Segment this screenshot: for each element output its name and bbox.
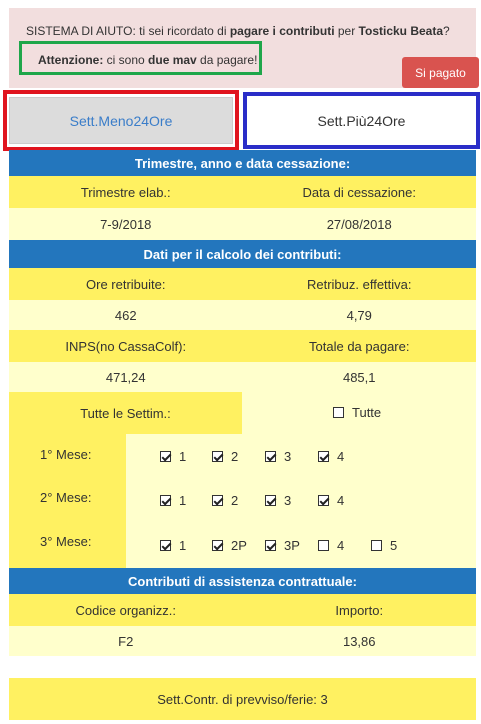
- week-label: 1: [179, 493, 187, 508]
- week-label: 1: [179, 449, 187, 464]
- week-m3-5[interactable]: [371, 538, 397, 553]
- paid-hours-value: 462: [114, 307, 137, 323]
- tab-less-24h[interactable]: [3, 90, 239, 151]
- week-m2-3[interactable]: [265, 493, 291, 508]
- section-assistance-header: Contributi di assistenza contrattuale:: [9, 568, 476, 594]
- week-checkbox[interactable]: [212, 540, 223, 551]
- week-label: 2P: [231, 538, 247, 553]
- cessation-date-value: 27/08/2018: [326, 216, 392, 232]
- quarter-value: 7-9/2018: [100, 216, 152, 232]
- tab-more-24h-label[interactable]: Sett.Più24Ore: [249, 100, 474, 141]
- week-checkbox[interactable]: [318, 495, 329, 506]
- assistance-values-row: [9, 626, 476, 656]
- week-label: 4: [337, 538, 345, 553]
- notice-weeks-row: [9, 678, 476, 720]
- inps-values-row: [9, 362, 476, 392]
- week-label: 4: [337, 493, 345, 508]
- quarter-label: Trimestre elab.:: [80, 184, 171, 200]
- week-checkbox[interactable]: [318, 451, 329, 462]
- week-m2-2[interactable]: [212, 493, 238, 508]
- week-label: 3P: [284, 538, 300, 553]
- week-label: 1: [179, 538, 187, 553]
- week-m1-3[interactable]: [265, 449, 291, 464]
- week-checkbox[interactable]: [371, 540, 382, 551]
- org-code-value: F2: [118, 633, 134, 649]
- week-checkbox[interactable]: [318, 540, 329, 551]
- warning-box: [19, 41, 262, 75]
- hours-values-row: [9, 300, 476, 330]
- week-checkbox[interactable]: [160, 451, 171, 462]
- week-checkbox[interactable]: [265, 540, 276, 551]
- month-1-label: 1° Mese:: [40, 447, 92, 462]
- notice-weeks-text: Sett.Contr. di prevviso/ferie: 3: [157, 691, 328, 707]
- select-all-label: Tutte: [352, 405, 382, 420]
- alert-message: SISTEMA DI AIUTO: ti sei ricordato di pagare i contributi per Tosticku Beata?: [26, 24, 450, 38]
- week-m1-4[interactable]: [318, 449, 344, 464]
- cessation-date-label: Data di cessazione:: [302, 184, 416, 200]
- quarter-labels-row: [9, 176, 476, 208]
- hours-labels-row: [9, 268, 476, 300]
- amount-value: 13,86: [342, 633, 376, 649]
- week-m1-1[interactable]: [160, 449, 186, 464]
- week-label: 5: [390, 538, 398, 553]
- week-m2-4[interactable]: [318, 493, 344, 508]
- week-m2-1[interactable]: [160, 493, 186, 508]
- week-m3-3[interactable]: [265, 538, 300, 553]
- select-all-weeks[interactable]: [333, 405, 381, 420]
- week-m3-4[interactable]: [318, 538, 344, 553]
- section-calc-header: Dati per il calcolo dei contributi:: [9, 240, 476, 268]
- week-label: 4: [337, 449, 345, 464]
- amount-label: Importo:: [335, 602, 384, 618]
- month-2-label: 2° Mese:: [40, 490, 92, 505]
- paid-button[interactable]: Si pagato: [402, 57, 479, 88]
- week-m3-2[interactable]: [212, 538, 247, 553]
- warning-message: Attenzione: ci sono due mav da pagare!: [38, 53, 258, 67]
- week-checkbox[interactable]: [265, 451, 276, 462]
- select-all-checkbox[interactable]: [333, 407, 344, 418]
- week-checkbox[interactable]: [265, 495, 276, 506]
- week-label: 2: [231, 449, 239, 464]
- effective-pay-label: Retribuz. effettiva:: [306, 276, 412, 292]
- effective-pay-value: 4,79: [346, 307, 372, 323]
- total-label: Totale da pagare:: [309, 338, 410, 354]
- inps-label: INPS(no CassaColf):: [65, 338, 187, 354]
- week-label: 3: [284, 493, 292, 508]
- paid-hours-label: Ore retribuite:: [86, 276, 166, 292]
- all-weeks-label: Tutte le Settim.:: [9, 392, 242, 434]
- week-label: 3: [284, 449, 292, 464]
- inps-labels-row: [9, 330, 476, 362]
- tab-more-24h[interactable]: [243, 92, 480, 149]
- week-checkbox[interactable]: [212, 495, 223, 506]
- week-checkbox[interactable]: [160, 495, 171, 506]
- assistance-labels-row: [9, 594, 476, 626]
- week-label: 2: [231, 493, 239, 508]
- week-checkbox[interactable]: [212, 451, 223, 462]
- org-code-label: Codice organizz.:: [75, 602, 176, 618]
- week-checkbox[interactable]: [160, 540, 171, 551]
- quarter-values-row: [9, 208, 476, 240]
- month-3-label: 3° Mese:: [40, 534, 92, 549]
- help-alert: [9, 8, 476, 88]
- section-quarter-header: Trimestre, anno e data cessazione:: [9, 150, 476, 176]
- week-m3-1[interactable]: [160, 538, 186, 553]
- total-value: 485,1: [342, 369, 376, 385]
- inps-value: 471,24: [105, 369, 146, 385]
- tab-less-24h-label[interactable]: Sett.Meno24Ore: [9, 97, 233, 144]
- week-m1-2[interactable]: [212, 449, 238, 464]
